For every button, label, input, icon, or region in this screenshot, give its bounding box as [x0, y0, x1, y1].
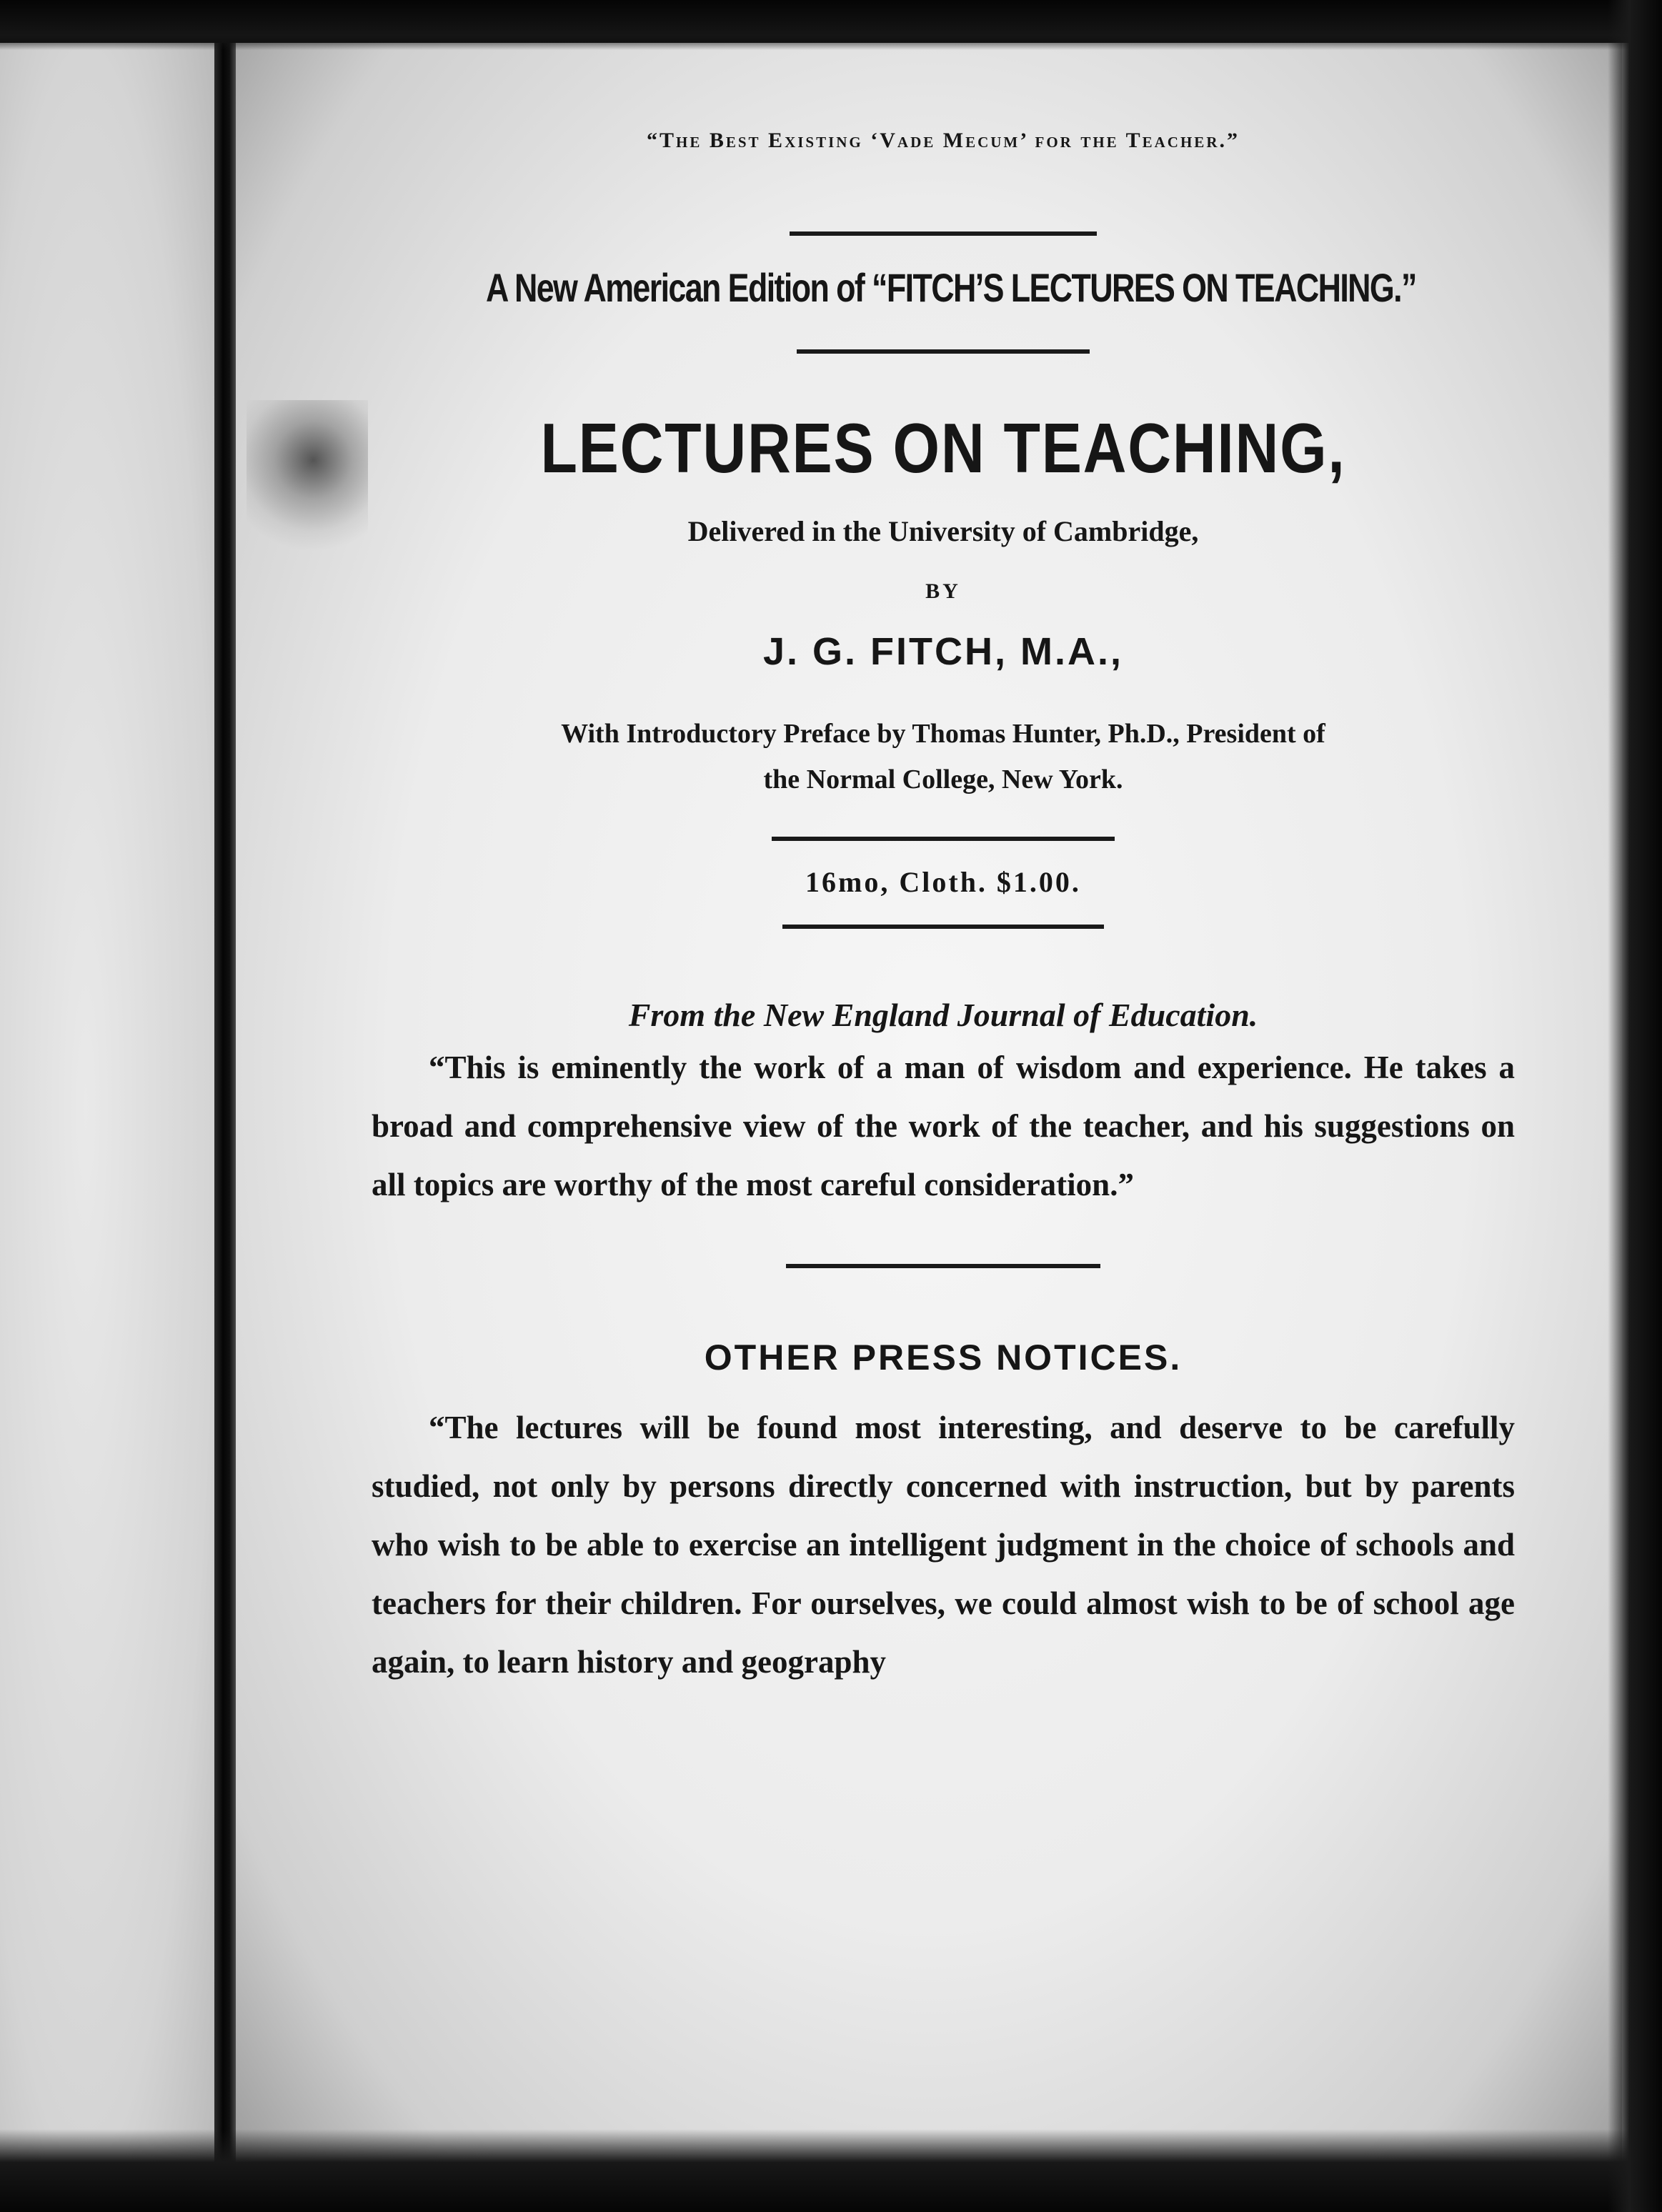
author-name: J. G. FITCH, M.A.,	[762, 630, 1123, 673]
delivered-line: Delivered in the University of Cambridge,	[687, 515, 1199, 547]
journal-source: From the New England Journal of Education.	[628, 997, 1258, 1033]
journal-quote: “This is eminently the work of a man of wisdom and experience. He takes a broad and comprehensive view of the work of the teacher, and his suggestions on all topics are worthy of the most careful consideration.”	[372, 1050, 1515, 1202]
price-line: 16mo, Cloth. $1.00.	[805, 866, 1081, 898]
preface-line-2: the Normal College, New York.	[763, 764, 1123, 794]
facing-page-margin	[0, 43, 214, 2172]
motto-line: “The Best Existing ‘Vade Mecum’ for the Teacher.”	[647, 129, 1240, 152]
edition-line: A New American Edition of “FITCH’S LECTURES ON TEACHING.”	[486, 265, 1416, 310]
divider-rule	[797, 349, 1090, 354]
preface-line-1: With Introductory Preface by Thomas Hunter, Ph.D., President of	[561, 719, 1325, 749]
book-title: LECTURES ON TEACHING,	[540, 409, 1346, 487]
preface-credit	[372, 711, 1515, 802]
divider-rule	[786, 1264, 1100, 1268]
book-gutter	[214, 43, 236, 2172]
divider-rule	[772, 837, 1115, 841]
by-label: BY	[925, 579, 961, 603]
scan-edge-right	[1608, 0, 1662, 2212]
divider-rule	[782, 925, 1104, 929]
page-content	[372, 129, 1515, 1691]
scan-edge-bottom	[0, 2129, 1662, 2212]
divider-rule	[790, 231, 1097, 236]
other-notices-heading: OTHER PRESS NOTICES.	[704, 1337, 1183, 1377]
ink-blot-stain	[247, 400, 368, 572]
press-notice-text: “The lectures will be found most interesting, and deserve to be carefully studied, not only by persons directly concerned with instruction, but by parents who wish to be able to exercise an intelligent judgment in the choice of schools and teachers for their children. For ourselves, we could almost wish to be of school age again, to learn history and geography	[372, 1410, 1515, 1680]
scan-edge-top	[0, 0, 1662, 50]
